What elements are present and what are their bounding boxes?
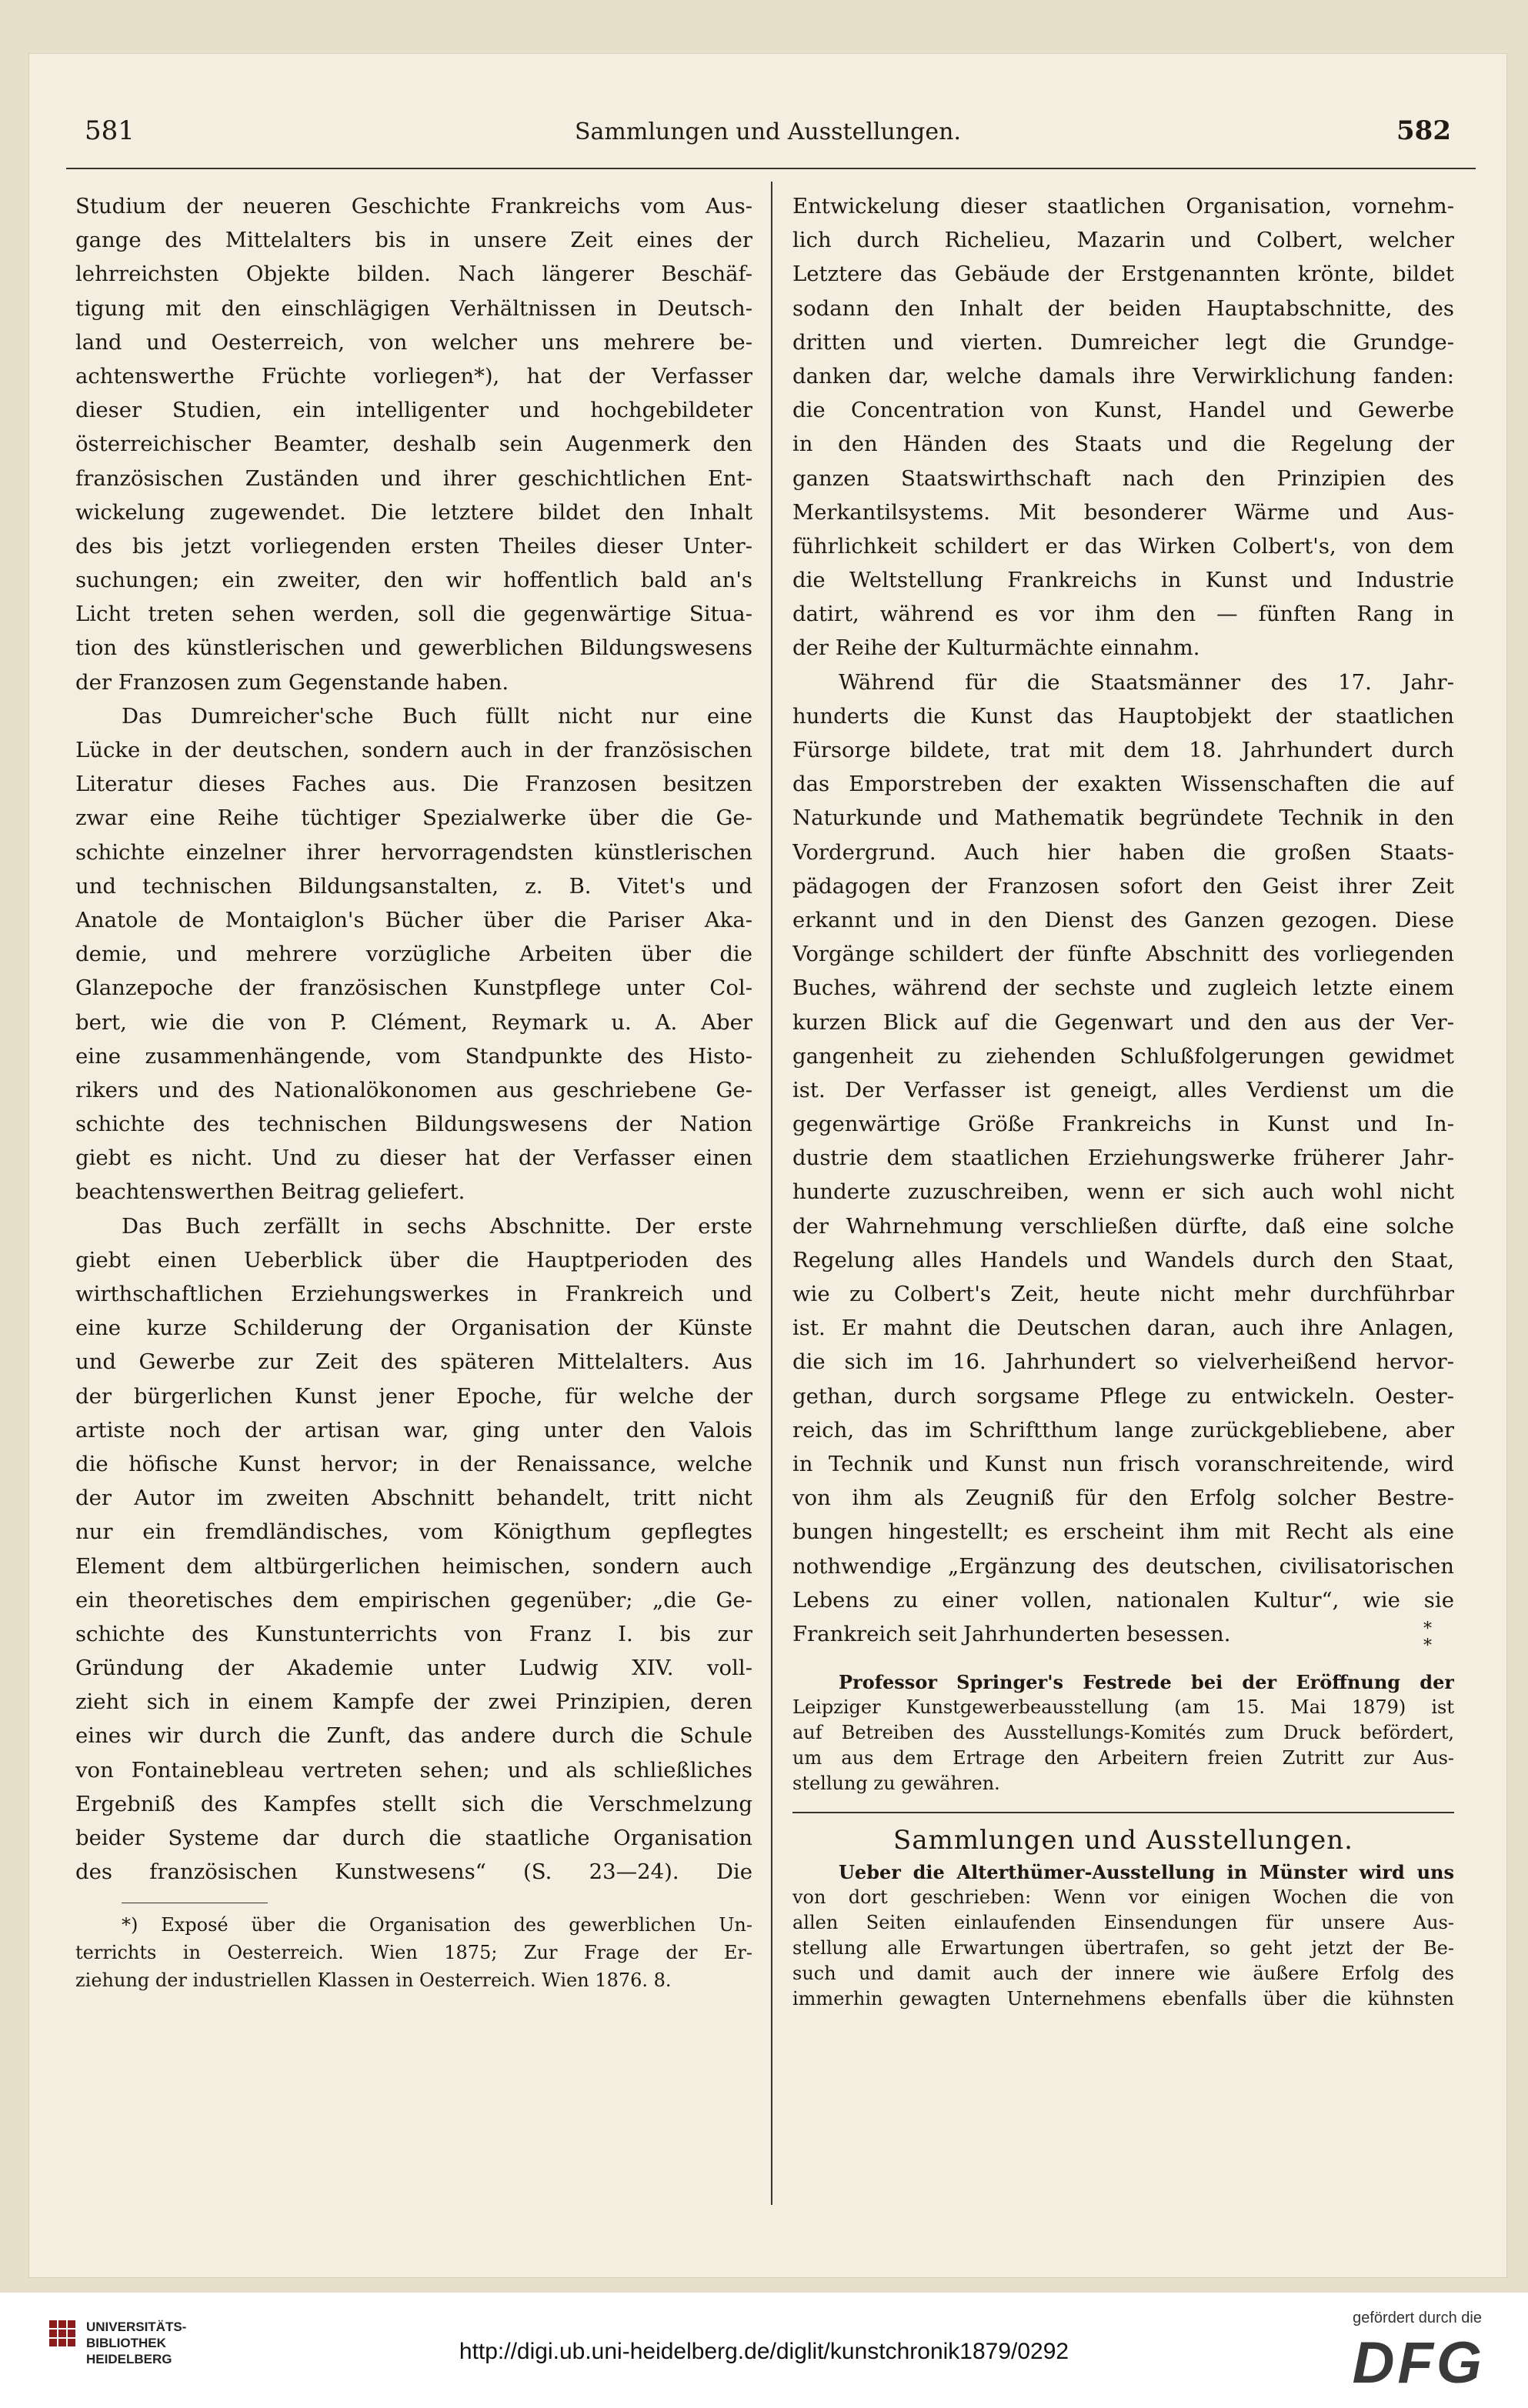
paragraph-line: artiste noch der artisan war, ging unter den Valois <box>75 1417 752 1442</box>
paragraph-line: schichte des Kunstunterrichts von Franz I. bis zur <box>75 1621 752 1646</box>
paragraph-line: des bis jetzt vorliegenden ersten Theiles dieser Unter- <box>75 533 752 559</box>
paragraph-line: Regelung alles Handels und Wandels durch den Staat, <box>792 1247 1454 1272</box>
paragraph-line: Lebens zu einer vollen, nationalen Kultur“, wie sie <box>792 1587 1454 1613</box>
paragraph-line: zwar eine Reihe tüchtiger Spezialwerke über die Ge- <box>75 805 752 831</box>
paragraph-line: Naturkunde und Mathematik begründete Technik in den <box>792 805 1454 831</box>
paragraph-line: von ihm als Zeugniß für den Erfolg solcher Bestre- <box>792 1486 1454 1511</box>
permalink-url[interactable]: http://digi.ub.uni-heidelberg.de/diglit/kunstchronik1879/0292 <box>459 2339 1069 2364</box>
footnote-line: *) Exposé über die Organisation des gewerblichen Un- <box>122 1914 752 1936</box>
library-name-line: BIBLIOTHEK <box>86 2336 166 2350</box>
paragraph-line: achtenswerthe Früchte vorliegen*), hat der Verfasser <box>75 363 752 389</box>
paragraph-line: der Reihe der Kulturmächte einnahm. <box>792 635 1200 661</box>
paragraph-line: Entwickelung dieser staatlichen Organisation, vornehm- <box>792 194 1454 218</box>
paragraph-line: tion des künstlerischen und gewerblichen Bildungswesens <box>75 635 752 661</box>
paragraph-line: ist. Der Verfasser ist geneigt, alles Verdienst um die <box>792 1077 1454 1102</box>
section-line: allen Seiten einlaufenden Einsendungen für unsere Aus- <box>792 1912 1454 1934</box>
paragraph-line: Ergebniß des Kampfes stellt sich die Verschmelzung <box>75 1791 752 1816</box>
paragraph-line: in den Händen des Staats und die Regelung der <box>792 432 1454 457</box>
paragraph-line: des französischen Kunstwesens“ (S. 23—24). Die <box>75 1859 752 1885</box>
paragraph-line: giebt es nicht. Und zu dieser hat der Verfasser einen <box>75 1146 752 1171</box>
paragraph-line: datirt, während es vor ihm den — fünften Rang in <box>792 602 1454 627</box>
paragraph-line: gange des Mittelalters bis in unsere Zeit eines der <box>75 228 752 253</box>
paragraph-line: gethan, durch sorgsame Pflege zu entwickeln. Oester- <box>792 1383 1454 1409</box>
paragraph-line: die höfische Kunst hervor; in der Renaissance, welche <box>75 1451 752 1476</box>
paragraph-line: die Concentration von Kunst, Handel und Gewerbe <box>792 398 1454 423</box>
paragraph-line: der Autor im zweiten Abschnitt behandelt, tritt nicht <box>75 1486 752 1511</box>
running-header-title: Sammlungen und Ausstellungen. <box>574 118 961 145</box>
paragraph-line: beachtenswerthen Beitrag geliefert. <box>75 1179 465 1205</box>
section-line: von dort geschrieben: Wenn vor einigen Wochen die von <box>792 1886 1454 1909</box>
notice-block <box>792 1669 1454 1796</box>
paragraph-line: Glanzepoche der französischen Kunstpflege unter Col- <box>75 976 752 1001</box>
paragraph-line: österreichischer Beamter, deshalb sein Augenmerk den <box>75 432 752 457</box>
section-heading: Sammlungen und Ausstellungen. <box>893 1825 1353 1856</box>
dfg-logo: DFG <box>1352 2330 1485 2396</box>
paragraph-line: nur ein fremdländisches, vom Königthum gepflegtes <box>75 1519 752 1545</box>
footnote-line: terrichts in Oesterreich. Wien 1875; Zur Frage der Er- <box>75 1942 752 1964</box>
paragraph-line: lich durch Richelieu, Mazarin und Colbert, welcher <box>792 228 1454 253</box>
paragraph-line: eine zusammenhängende, vom Standpunkte des Histo- <box>75 1043 752 1069</box>
paragraph-line: der bürgerlichen Kunst jener Epoche, für welche der <box>75 1383 752 1409</box>
paragraph-line: bert, wie die von P. Clément, Reymark u. A. Aber <box>75 1009 752 1035</box>
paragraph-line: zieht sich in einem Kampfe der zwei Prinzipien, deren <box>75 1689 752 1715</box>
section-break-asterisks <box>1423 1621 1432 1655</box>
section-line: immerhin gewagten Unternehmens ebenfalls über die kühnsten <box>792 1988 1454 2010</box>
paragraph-line: Lücke in der deutschen, sondern auch in der französischen <box>75 738 752 762</box>
paragraph-line: dritten und vierten. Dumreicher legt die Grundge- <box>792 329 1454 355</box>
paragraph-line: Literatur dieses Faches aus. Die Franzosen besitzen <box>75 772 752 797</box>
asterisk: * <box>1423 1636 1432 1656</box>
paragraph-line: suchungen; ein zweiter, den wir hoffentlich bald an's <box>75 568 752 593</box>
paragraph-line: hunderts die Kunst das Hauptobjekt der staatlichen <box>792 703 1454 729</box>
paragraph-line: Buches, während der sechste und zugleich letzte einem <box>792 976 1454 1001</box>
paragraph-line: ganzen Staatswirthschaft nach den Prinzipien des <box>792 465 1454 491</box>
paragraph-line: Das Buch zerfällt in sechs Abschnitte. Der erste <box>122 1213 752 1239</box>
paragraph-line: kurzen Blick auf die Gegenwart und den aus der Ver- <box>792 1009 1454 1035</box>
paragraph-line: nothwendige „Ergänzung des deutschen, civilisatorischen <box>792 1553 1454 1579</box>
paragraph-line: danken dar, welche damals ihre Verwirklichung fanden: <box>792 363 1454 389</box>
paragraph-line: Während für die Staatsmänner des 17. Jahr- <box>839 669 1454 695</box>
paragraph-line: Licht treten sehen werden, soll die gegenwärtige Situa- <box>75 602 752 627</box>
right-column <box>792 189 1454 2012</box>
paragraph-line: schichte einzelner ihrer hervorragendsten künstlerischen <box>75 839 752 865</box>
paragraph-line: Merkantilsystems. Mit besonderer Wärme und Aus- <box>792 499 1454 525</box>
paragraph-line: dustrie dem staatlichen Erziehungswerke früherer Jahr- <box>792 1146 1454 1171</box>
left-column <box>75 189 752 1994</box>
paragraph-line: der Wahrnehmung verschließen dürfte, daß eine solche <box>792 1213 1454 1239</box>
asterisk: * <box>1423 1619 1432 1639</box>
paragraph-line: eine kurze Schilderung der Organisation der Künste <box>75 1316 752 1341</box>
footnote-line: ziehung der industriellen Klassen in Oesterreich. Wien 1876. 8. <box>75 1969 672 1992</box>
section-body <box>792 1859 1454 2012</box>
page-number-left: 581 <box>85 115 135 146</box>
paragraph-line: rikers und des Nationalökonomen aus geschriebene Ge- <box>75 1077 752 1102</box>
paragraph-line: land und Oesterreich, von welcher uns mehrere be- <box>75 329 752 355</box>
paragraph-line: französischen Zuständen und ihrer geschichtlichen Ent- <box>75 465 752 491</box>
newspaper-page <box>29 54 1506 2277</box>
paragraph-line: führlichkeit schildert er das Wirken Colbert's, von dem <box>792 533 1454 559</box>
notice-line: Professor Springer's Festrede bei der Eröffnung der <box>839 1671 1454 1694</box>
paragraph-line: giebt einen Ueberblick über die Hauptperioden des <box>75 1247 752 1272</box>
paragraph-line: Vordergrund. Auch hier haben die großen Staats- <box>792 839 1454 865</box>
column-divider <box>771 182 772 2205</box>
viewer-footer <box>0 2293 1528 2408</box>
paragraph-line: der Franzosen zum Gegenstande haben. <box>75 669 509 695</box>
paragraph-line: lehrreichsten Objekte bilden. Nach längerer Beschäf- <box>75 262 752 287</box>
paragraph-line: eines wir durch die Zunft, das andere durch die Schule <box>75 1723 752 1749</box>
paragraph-line: bungen hingestellt; es erscheint ihm mit Recht als eine <box>792 1519 1454 1545</box>
paragraph-line: in Technik und Kunst nun frisch voranschreitende, wird <box>792 1451 1454 1476</box>
paragraph-line: wirthschaftlichen Erziehungswerkes in Frankreich und <box>75 1282 752 1306</box>
paragraph-line: hunderte zuzuschreiben, wenn er sich auch wohl nicht <box>792 1179 1454 1205</box>
paragraph-line: ist. Er mahnt die Deutschen daran, auch ihre Anlagen, <box>792 1316 1454 1341</box>
notice-line: stellung zu gewähren. <box>792 1773 1000 1795</box>
paragraph-line: Frankreich seit Jahrhunderten besessen. <box>792 1621 1231 1646</box>
paragraph-line: Gründung der Akademie unter Ludwig XIV. voll- <box>75 1656 752 1681</box>
paragraph-line: von Fontainebleau vertreten sehen; und als schließliches <box>75 1757 752 1783</box>
paragraph-line: gegenwärtige Größe Frankreichs in Kunst und In- <box>792 1112 1454 1137</box>
library-name-line: UNIVERSITÄTS- <box>86 2320 187 2334</box>
paragraph-line: Studium der neueren Geschichte Frankreichs vom Aus- <box>75 194 752 218</box>
paragraph-line: pädagogen der Franzosen sofort den Geist ihrer Zeit <box>792 873 1454 899</box>
section-line: such und damit auch der innere wie äußere Erfolg des <box>792 1963 1454 1985</box>
paragraph-line: Anatole de Montaiglon's Bücher über die Pariser Aka- <box>75 907 752 932</box>
paragraph-line: dieser Studien, ein intelligenter und hochgebildeter <box>75 398 752 423</box>
paragraph-line: wie zu Colbert's Zeit, heute nicht mehr durchführbar <box>792 1282 1454 1306</box>
section-line: Ueber die Alterthümer-Ausstellung in Münster wird uns <box>839 1861 1454 1884</box>
paragraph-line: und technischen Bildungsanstalten, z. B. Vitet's und <box>75 873 752 899</box>
section-line: stellung alle Erwartungen übertrafen, so geht jetzt der Be- <box>792 1937 1454 1959</box>
header-rule <box>66 168 1476 169</box>
section-rule <box>792 1812 1454 1813</box>
paragraph-line: das Emporstreben der exakten Wissenschaften die auf <box>792 772 1454 797</box>
paragraph-line: Letztere das Gebäude der Erstgenannten krönte, bildet <box>792 262 1454 287</box>
funded-by-label: gefördert durch die <box>1353 2310 1482 2326</box>
paragraph-line: sodann den Inhalt der beiden Hauptabschnitte, des <box>792 295 1454 321</box>
paragraph-line: wickelung zugewendet. Die letztere bildet den Inhalt <box>75 499 752 525</box>
paragraph-line: Vorgänge schildert der fünfte Abschnitt des vorliegenden <box>792 942 1454 967</box>
notice-line: auf Betreiben des Ausstellungs-Komités zum Druck befördert, <box>792 1722 1454 1744</box>
library-name-line: HEIDELBERG <box>86 2352 172 2366</box>
paragraph-line: erkannt und in den Dienst des Ganzen gezogen. Diese <box>792 907 1454 932</box>
paragraph-line: die Weltstellung Frankreichs in Kunst und Industrie <box>792 568 1454 593</box>
paragraph-line: beider Systeme dar durch die staatliche Organisation <box>75 1826 752 1850</box>
paragraph-line: gangenheit zu ziehenden Schlußfolgerungen gewidmet <box>792 1043 1454 1069</box>
paragraph-line: demie, und mehrere vorzügliche Arbeiten über die <box>75 942 752 967</box>
notice-line: Leipziger Kunstgewerbeausstellung (am 15. Mai 1879) ist <box>792 1696 1454 1719</box>
paragraph-line: tigung mit den einschlägigen Verhältnissen in Deutsch- <box>75 295 752 321</box>
paragraph-line: reich, das im Schriftthum lange zurückgebliebene, aber <box>792 1417 1454 1442</box>
footnote <box>75 1911 752 1994</box>
paragraph-line: die sich im 16. Jahrhundert so vielverheißend hervor- <box>792 1349 1454 1375</box>
notice-line: um aus dem Ertrage den Arbeitern freien Zutritt zur Aus- <box>792 1747 1454 1769</box>
paragraph-line: Fürsorge bildete, trat mit dem 18. Jahrhundert durch <box>792 738 1454 762</box>
paragraph-line: Element dem altbürgerlichen heimischen, sondern auch <box>75 1553 752 1579</box>
paragraph-line: ein theoretisches dem empirischen gegenüber; „die Ge- <box>75 1587 752 1613</box>
paragraph-line: und Gewerbe zur Zeit des späteren Mittelalters. Aus <box>75 1349 752 1375</box>
paragraph-line: Das Dumreicher'sche Buch füllt nicht nur eine <box>122 703 752 729</box>
paragraph-line: schichte des technischen Bildungswesens der Nation <box>75 1112 752 1137</box>
page-number-right: 582 <box>1396 115 1451 146</box>
